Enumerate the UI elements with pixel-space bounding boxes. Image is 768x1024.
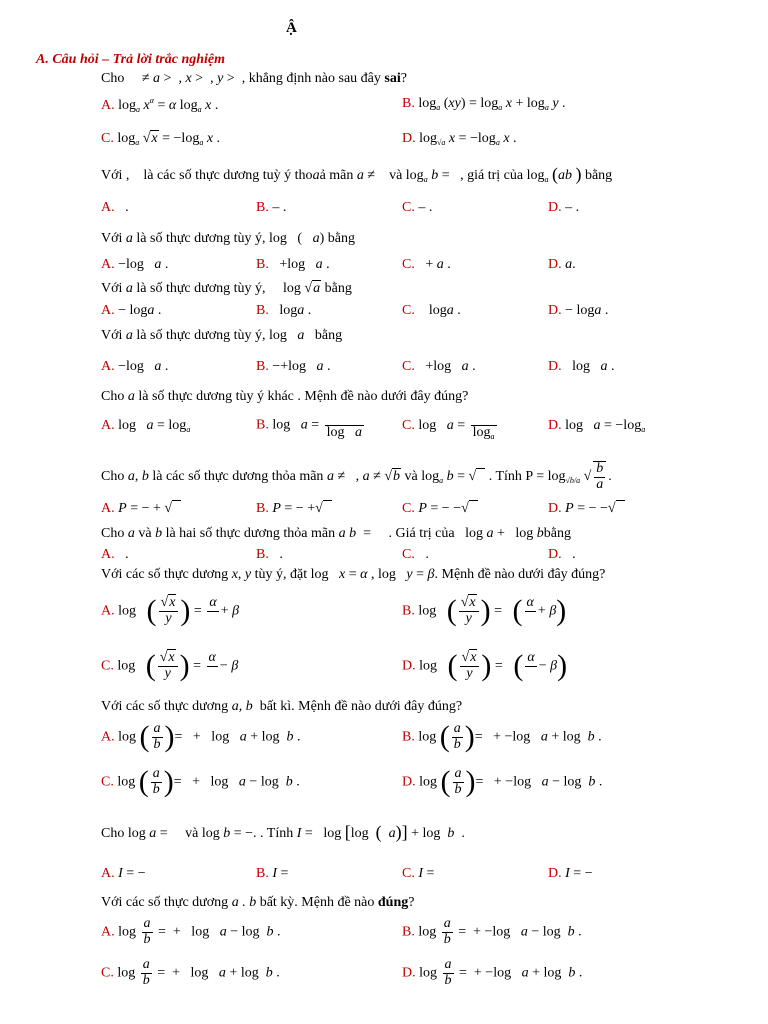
question-2-stem: Với , là các số thực dương tuỳ ý thoaả mãn a ≠ và $\log_a b$ = , giá trị của $\log_a (ab$ ) bằng — [101, 164, 613, 184]
question-12-option-d[interactable]: D. log $\frac{a}{b}$ = + −log a + log b . — [402, 957, 583, 988]
question-3-option-b[interactable]: B. +log a . — [256, 257, 330, 272]
question-1-option-b[interactable]: B. $\log_a (xy) = \log_a x + \log_a y$ . — [402, 96, 566, 112]
question-2-option-c[interactable]: C. – . — [402, 200, 433, 215]
page-header-glyph: Ậ — [286, 20, 297, 36]
question-3-option-c[interactable]: C. + a . — [402, 257, 451, 272]
question-11-stem: Cho log a = và log b = −. . Tính I = log [log ( a)] + log b . — [101, 822, 465, 842]
question-5-stem: Với a là số thực dương tùy ý, log a bằng — [101, 328, 343, 343]
question-5-option-a[interactable]: A. −log a . — [101, 359, 169, 374]
question-12-option-a[interactable]: A. log $\frac{a}{b}$ = + log a − log b . — [101, 916, 281, 947]
question-8-option-a[interactable]: A. . — [101, 547, 129, 562]
question-6-option-c[interactable]: C. log a = $\log_a$ — [402, 410, 499, 441]
question-10-stem: Với các số thực dương a, b bất kì. Mệnh đề nào dưới đây đúng? — [101, 699, 463, 714]
question-12-stem: Với các số thực dương a . b bất kỳ. Mệnh đề nào đúng? — [101, 895, 415, 910]
question-12-option-b[interactable]: B. log $\frac{a}{b}$ = + −log a − log b . — [402, 916, 582, 947]
question-7-stem: Cho a, b là các số thực dương thỏa mãn a ≠ , a ≠ √b và $\log_a b$ = √ . Tính $P = \log_{√b/a}$ √ $\frac{b}{a}$ . — [101, 461, 612, 492]
question-1-option-d[interactable]: D. $\log_{√a} x = -\log_a$ x . — [402, 131, 517, 147]
question-5-option-d[interactable]: D. log a . — [548, 359, 615, 374]
question-5-option-c[interactable]: C. +log a . — [402, 359, 476, 374]
section-title: A. Câu hỏi – Trả lời trắc nghiệm — [36, 52, 226, 67]
question-4-stem: Với a là số thực dương tùy ý, log √a bằng — [101, 281, 352, 296]
question-11-option-a[interactable]: A. I = − — [101, 866, 146, 881]
question-1-option-a[interactable]: A. $\log_a x^\alpha = \alpha$ $\log_a x$ . — [101, 96, 219, 114]
question-7-option-c[interactable]: C. P = − −√ — [402, 501, 478, 517]
question-10-option-b[interactable]: B. log ( $\frac{a}{b}$ )= + −log a + log b . — [402, 720, 602, 754]
question-9-option-d[interactable]: D. log ( $\frac{√x}{y}$ ) = ( α − β) — [402, 649, 568, 683]
question-10-option-a[interactable]: A. log ( $\frac{a}{b}$ )= + log a + log b . — [101, 720, 301, 754]
question-8-option-b[interactable]: B. . — [256, 547, 283, 562]
question-8-option-c[interactable]: C. . — [402, 547, 429, 562]
question-4-option-a[interactable]: A. − loga . — [101, 303, 162, 318]
question-2-option-d[interactable]: D. – . — [548, 200, 580, 215]
question-10-option-d[interactable]: D. log ( $\frac{a}{b}$ )= + −log a − log b . — [402, 765, 603, 799]
question-4-option-b[interactable]: B. loga . — [256, 303, 312, 318]
question-1-stem: Cho ≠ a > , x > , y > , khẳng định nào sau đây sai? — [101, 71, 407, 86]
question-12-option-c[interactable]: C. log $\frac{a}{b}$ = + log a + log b . — [101, 957, 280, 988]
question-6-option-d[interactable]: D. log $a = -\log_a$ — [548, 418, 646, 434]
question-9-stem: Với các số thực dương x, y tùy ý, đặt log x = α , log y = β. Mệnh đề nào dưới đây đúng? — [101, 567, 606, 582]
question-10-option-c[interactable]: C. log ( $\frac{a}{b}$ )= + log a − log b . — [101, 765, 300, 799]
question-2-option-a[interactable]: A. . — [101, 200, 129, 215]
question-6-option-a[interactable]: A. log $a = \log_a$ — [101, 418, 191, 434]
question-11-option-d[interactable]: D. I = − — [548, 866, 593, 881]
question-7-option-d[interactable]: D. P = − −√ — [548, 501, 625, 517]
question-8-stem: Cho a và b là hai số thực dương thỏa mãn a b = . Giá trị của log a + log bbằng — [101, 526, 572, 541]
question-4-option-d[interactable]: D. − loga . — [548, 303, 609, 318]
question-1-option-c[interactable]: C. $\log_a √x = -\log_a$ x . — [101, 131, 221, 147]
question-9-option-c[interactable]: C. log ( $\frac{√x}{y}$ ) = α − β — [101, 649, 239, 683]
question-9-option-b[interactable]: B. log ( $\frac{√x}{y}$ ) = ( α + β) — [402, 594, 567, 628]
question-6-option-b[interactable]: B. log a = log a — [256, 410, 366, 440]
question-6-stem: Cho a là số thực dương tùy ý khác . Mệnh đề nào dưới đây đúng? — [101, 389, 469, 404]
question-5-option-b[interactable]: B. −+log a . — [256, 359, 331, 374]
question-11-option-b[interactable]: B. I = — [256, 866, 289, 881]
question-9-option-a[interactable]: A. log ( $\frac{√x}{y}$ ) = α + β — [101, 594, 240, 628]
question-3-option-d[interactable]: D. a. — [548, 257, 576, 272]
question-4-option-c[interactable]: C. loga . — [402, 303, 461, 318]
question-3-option-a[interactable]: A. −log a . — [101, 257, 169, 272]
question-7-option-b[interactable]: B. P = − +√ — [256, 501, 332, 517]
question-3-stem: Với a là số thực dương tùy ý, log ( a) bằng — [101, 231, 355, 246]
question-8-option-d[interactable]: D. . — [548, 547, 576, 562]
question-7-option-a[interactable]: A. P = − + √ — [101, 501, 181, 517]
question-11-option-c[interactable]: C. I = — [402, 866, 435, 881]
question-2-option-b[interactable]: B. – . — [256, 200, 287, 215]
